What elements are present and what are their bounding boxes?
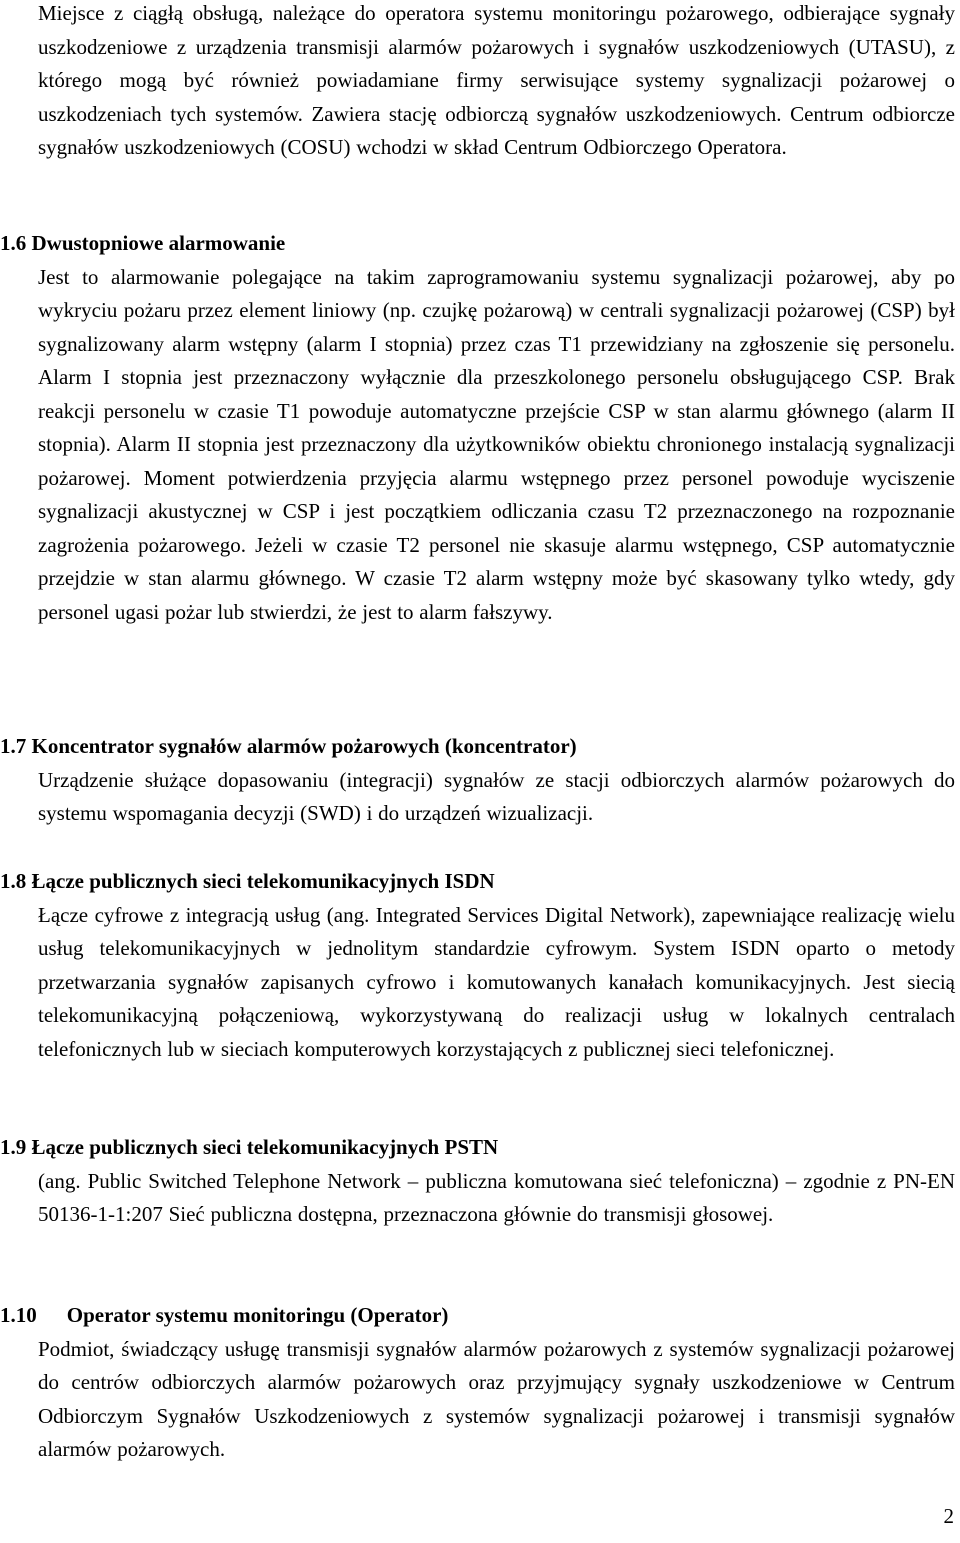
section-number: 1.7: [0, 734, 27, 758]
section-number: 1.6: [0, 231, 27, 255]
intro-paragraph: Miejsce z ciągłą obsługą, należące do operatora systemu monitoringu pożarowego, odbierające sygnały uszkodzeniowe z urządzenia transmisji alarmów pożarowych i sygnałów uszkodzeniowych (UTASU), z którego mogą być również powiadamiane firmy serwisujące systemy sygnalizacji pożarowej o uszkodzeniach tych systemów. Zawiera stację odbiorczą sygnałów uszkodzeniowych. Centrum odbiorcze sygnałów uszkodzeniowych (COSU) wchodzi w skład Centrum Odbiorczego Operatora.: [38, 1, 955, 159]
intro-block: [38, 0, 955, 165]
section-number: 1.10: [0, 1303, 37, 1327]
section-title: Koncentrator sygnałów alarmów pożarowych (koncentrator): [31, 734, 577, 758]
section-title: Łącze publicznych sieci telekomunikacyjnych PSTN: [31, 1135, 499, 1159]
section-paragraph: Podmiot, świadczący usługę transmisji sygnałów alarmów pożarowych z systemów sygnalizacji pożarowej do centrów odbiorczych alarmów pożarowych oraz przyjmujący sygnały uszkodzeniowe w Centrum Odbiorczym Sygnałów Uszkodzeniowych z systemów sygnalizacji pożarowej i transmisji sygnałów alarmów pożarowych.: [38, 1336, 955, 1461]
section-1-10: [0, 1299, 955, 1467]
section-number: 1.9: [0, 1135, 27, 1159]
section-paragraph: (ang. Public Switched Telephone Network – publiczna komutowana sieć telefoniczna) – zgodnie z PN-EN 50136-1-1:207 Sieć publiczna dostępna, przeznaczona głównie do transmisji głosowej.: [38, 1168, 955, 1226]
section-heading: [0, 227, 955, 261]
section-paragraph: Jest to alarmowanie polegające na takim zaprogramowaniu systemu sygnalizacji pożarowej, aby po wykryciu pożaru przez element liniowy (np. czujkę pożarową) w centrali sygnalizacji pożarowej (CSP) był sygnalizowany alarm wstępny (alarm I stopnia) przez czas T1 przewidziany na zgłoszenie się personelu. Alarm I stopnia jest przeznaczony wyłącznie dla przeszkolonego personelu obsługującego CSP. Brak reakcji personelu w czasie T1 powoduje automatyczne przejście CSP w stan alarmu głównego (alarm II stopnia). Alarm II stopnia jest przeznaczony dla użytkowników obiektu chronionego instalacją sygnalizacji pożarowej. Moment potwierdzenia przyjęcia alarmu wstępnego przez personel powoduje wyciszenie sygnalizacji akustycznej w CSP i jest początkiem odliczania czasu T2 przeznaczonego na rozpoznanie zagrożenia pożarowego. Jeżeli w czasie T2 personel nie skasuje alarmu wstępnego, CSP automatycznie przejdzie w stan alarmu głównego. W czasie T2 alarm wstępny może być skasowany tylko wtedy, gdy personel ugasi pożar lub stwierdzi, że jest to alarm fałszywy.: [38, 264, 955, 624]
section-title: Łącze publicznych sieci telekomunikacyjnych ISDN: [31, 869, 495, 893]
section-paragraph: Łącze cyfrowe z integracją usług (ang. Integrated Services Digital Network), zapewniające realizację wielu usług telekomunikacyjnych w jednolitym standardzie cyfrowym. System ISDN oparto o metody przetwarzania sygnałów zapisanych cyfrowo i komutowanych kanałach komunikacyjnych. Jest siecią telekomunikacyjną połączeniową, wykorzystywaną do realizacji usług w lokalnych centralach telefonicznych lub w sieciach komputerowych korzystających z publicznej sieci telefonicznej.: [38, 902, 955, 1061]
section-heading: [0, 1299, 955, 1333]
section-number: 1.8: [0, 869, 27, 893]
section-1-6: [0, 227, 955, 629]
section-heading: [0, 730, 955, 764]
section-paragraph: Urządzenie służące dopasowaniu (integracji) sygnałów ze stacji odbiorczych alarmów pożarowych do systemu wspomagania decyzji (SWD) i do urządzeń wizualizacji.: [38, 767, 955, 825]
section-1-8: [0, 865, 955, 1066]
section-title: Dwustopniowe alarmowanie: [31, 231, 286, 255]
page-number: 2: [943, 1504, 954, 1528]
section-1-9: [0, 1131, 955, 1232]
section-title: Operator systemu monitoringu (Operator): [66, 1303, 449, 1327]
section-heading: [0, 1131, 955, 1165]
section-1-7: [0, 730, 955, 831]
section-heading: [0, 865, 955, 899]
